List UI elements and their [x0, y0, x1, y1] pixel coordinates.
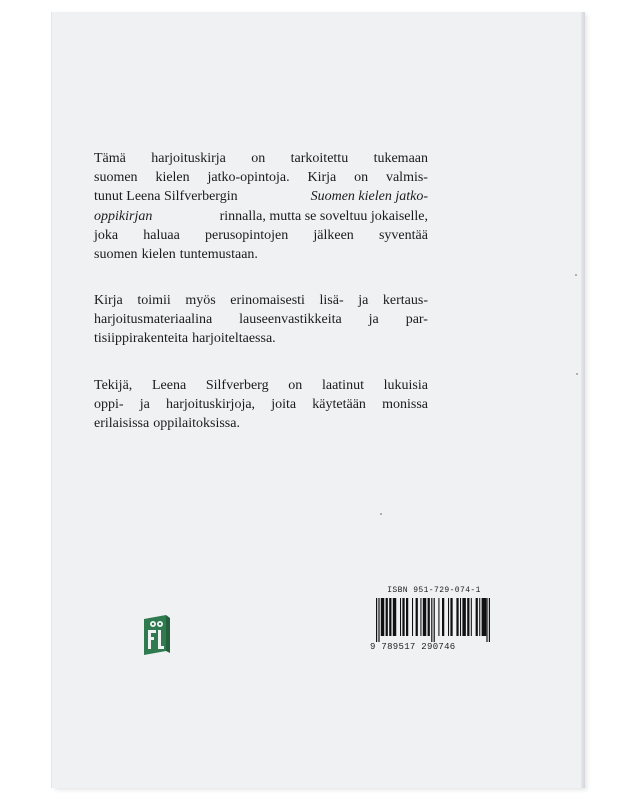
word: myös: [185, 293, 216, 308]
barcode-bar: [406, 598, 408, 636]
word: jälkeen: [313, 227, 354, 243]
word: kertaus-: [382, 293, 428, 308]
word: toimii: [137, 293, 171, 308]
publisher-logo-icon: [144, 615, 170, 655]
barcode-guard-bar: [486, 598, 487, 642]
word: oppi-: [94, 397, 124, 413]
word: joka: [94, 227, 119, 243]
barcode-bar: [471, 598, 472, 636]
word: joita: [271, 397, 297, 413]
word: käytetään: [312, 397, 366, 413]
word: oppilaitoksissa.: [153, 416, 240, 432]
barcode-bar: [386, 598, 388, 636]
text-line: [94, 226, 428, 245]
text-line: [94, 310, 428, 329]
text-line: [94, 395, 428, 414]
ean-number: 9 789517 290746: [370, 642, 456, 652]
text-segment: rinnalla, mutta se soveltuu jokaiselle,: [219, 208, 428, 224]
word: syventää: [378, 227, 428, 243]
barcode-bar: [416, 598, 418, 636]
barcode-bar: [467, 598, 469, 636]
word: erinomaisesti: [230, 293, 305, 308]
word: harjoituskirja: [151, 151, 226, 166]
isbn-label: ISBN 951-729-074-1: [387, 586, 481, 595]
barcode-bar: [381, 598, 384, 636]
word: haluaa: [143, 227, 180, 243]
barcode-bar: [482, 598, 487, 636]
barcode-bars: [368, 598, 500, 642]
word: laatinut: [321, 378, 364, 393]
barcode-bar: [428, 598, 430, 636]
word: ja: [368, 312, 379, 328]
barcode-bar: [462, 598, 465, 636]
text-line: [94, 329, 428, 348]
word: par-: [405, 312, 428, 328]
word: tuntemustaan.: [179, 247, 258, 263]
word: tisiippirakenteita: [94, 331, 189, 347]
text-line: [94, 291, 428, 310]
word: ja: [358, 293, 369, 308]
cover-speck: [380, 513, 382, 515]
text-line: [94, 207, 428, 226]
word: harjoituskirjoja,: [166, 397, 256, 413]
word: tarkoitettu: [290, 151, 349, 166]
barcode-bar: [442, 598, 444, 636]
book-title-italic: Suomen kielen jatko-: [310, 189, 428, 205]
barcode-guard-bar: [431, 598, 432, 642]
blurb-paragraph-2: [94, 291, 428, 349]
barcode-bar: [389, 598, 391, 636]
text-line: [94, 149, 428, 168]
text-line: [94, 168, 428, 187]
barcode-bar: [402, 598, 404, 636]
word: valmis-: [385, 170, 428, 186]
word: Tämä: [94, 151, 126, 166]
barcode-bar: [479, 598, 480, 636]
barcode-bar: [412, 598, 413, 636]
word: lisä-: [319, 293, 344, 308]
word: harjoiteltaessa.: [192, 331, 276, 347]
barcode-bar: [476, 598, 478, 636]
barcode-bar: [400, 598, 401, 636]
word: suomen: [94, 170, 138, 186]
blurb-paragraph-3: [94, 376, 428, 434]
word: ja: [139, 397, 150, 413]
barcode-bar: [448, 598, 449, 636]
barcode-guard-bar: [489, 598, 490, 642]
barcode-bar: [393, 598, 396, 636]
word: Kirja: [307, 170, 337, 186]
publisher-logo-icon: [144, 615, 170, 655]
text-segment: tunut Leena Silfverbergin: [94, 189, 238, 205]
barcode-bar: [438, 598, 439, 636]
word: monissa: [382, 397, 428, 413]
word: tukemaan: [373, 151, 428, 166]
barcode-guard-bar: [376, 598, 377, 642]
word: Kirja: [94, 293, 123, 308]
word: lukuisia: [383, 378, 428, 393]
barcode-bar: [423, 598, 426, 636]
barcode-bar: [456, 598, 458, 636]
isbn-barcode: [368, 586, 500, 658]
text-line: [94, 414, 428, 433]
text-line: [94, 245, 428, 264]
word: on: [288, 378, 303, 393]
word: suomen: [94, 247, 138, 263]
barcode-bar: [460, 598, 461, 636]
cover-edge: [581, 12, 584, 788]
word: perusopintojen: [204, 227, 289, 243]
word: harjoitusmateriaalina: [94, 312, 213, 328]
barcode-guard-bar: [434, 598, 435, 642]
word: kielen: [155, 170, 190, 186]
word: lauseenvastikkeita: [239, 312, 342, 328]
blurb-paragraph-1: [94, 149, 428, 264]
word: on: [251, 151, 266, 166]
cover-speck: [576, 373, 578, 375]
word: Tekijä,: [94, 378, 133, 393]
word: on: [354, 170, 369, 186]
barcode-bar: [420, 598, 421, 636]
text-line: [94, 376, 428, 395]
word: Silfverberg: [205, 378, 269, 393]
barcode-guard-bar: [378, 598, 379, 642]
word: Leena: [151, 378, 187, 393]
word: kielen: [141, 247, 176, 263]
word: jatko-opintoja.: [207, 170, 290, 186]
book-title-italic: oppikirjan: [94, 208, 153, 224]
cover-speck: [575, 274, 577, 276]
barcode-bar: [450, 598, 452, 636]
word: erilaisissa: [94, 416, 150, 432]
text-line: [94, 187, 428, 206]
